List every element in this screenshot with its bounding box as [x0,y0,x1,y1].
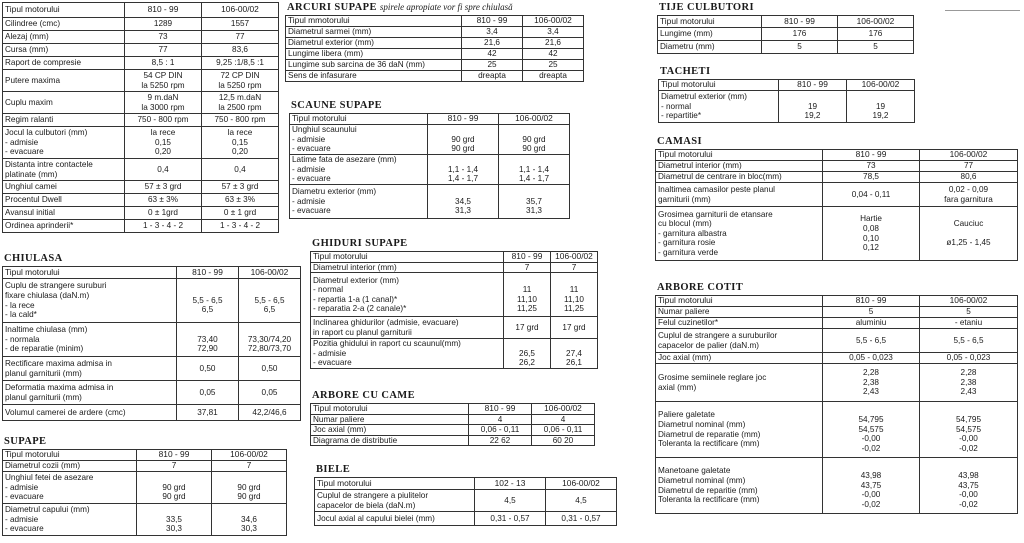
section-title: SUPAPE [4,436,47,447]
section-title: GHIDURI SUPAPE [312,238,408,249]
row-label: Manetoane galetate Diametrul nominal (mm) Diametrul de reparitie (mm) Toleranta la rectificare (mm) [656,458,823,514]
table-row [3,504,287,536]
section-title: TIJE CULBUTORI [659,2,754,13]
row-value: 810 - 99 [137,450,212,461]
row-label: Felul cuzinetilor* [656,318,823,329]
row-value: 17 grd [504,317,551,339]
table-row [311,425,595,436]
row-value: 106-00/02 [546,478,617,490]
section-title [287,2,583,13]
row-label: Tipul motorului [3,3,125,18]
row-value: 106-00/02 [532,404,595,415]
row-label: Diametrul interior (mm) [311,262,504,273]
row-label: Joc axial (mm) [656,353,823,364]
table-header-row [658,16,914,28]
row-value: 0,50 [177,357,239,381]
table-row [656,402,1018,458]
row-value: 3,4 [462,27,523,38]
decorative-line [945,2,1020,11]
table-header-row [286,16,584,27]
table-row [311,339,598,369]
row-label: Paliere galetate Diametrul nominal (mm) Diametrul de reparatie (mm) Toleranta la rectificare (mm) [656,402,823,458]
row-value: 78,5 [823,172,920,183]
row-label: Cuplu maxim [3,92,125,114]
scaune-section [289,100,569,219]
row-value: 0,06 - 0,11 [469,425,532,436]
table-row [656,364,1018,402]
row-value: 63 ± 3% [125,194,202,207]
row-value: 33,5 30,3 [137,504,212,536]
row-value: 0,02 - 0,09 fara garnitura [920,183,1018,207]
table-row [3,57,279,70]
table-row [3,31,279,44]
table-row [656,172,1018,183]
section-title: ARBORE COTIT [657,282,744,293]
row-label: Distanta intre contactele platinate (mm) [3,159,125,181]
supape-section [2,436,286,536]
row-label: Numar paliere [311,414,469,425]
row-value: 106-00/02 [523,16,584,27]
supape-table [2,449,287,536]
table-header-row [311,404,595,415]
table-row [656,307,1018,318]
table-row [3,357,301,381]
row-value: 810 - 99 [504,252,551,263]
row-label: Tipul motorului [3,267,177,279]
ghiduri-section [310,238,597,369]
row-label: Tipul motorului [315,478,475,490]
row-value: 0,4 [125,159,202,181]
table-row [3,279,301,323]
row-value: 90 grd 90 grd [428,125,499,155]
row-label: Putere maxima [3,70,125,92]
table-row [656,458,1018,514]
table-row [656,207,1018,261]
row-value: 0 ± 1grd [125,207,202,220]
row-value: 5,5 - 6,5 6,5 [239,279,301,323]
table-row [3,220,279,233]
row-value: 19 19,2 [779,91,847,123]
row-value: 7 [551,262,598,273]
row-label: Tipul motorului [290,114,428,125]
biele-section [314,464,616,526]
section-title: ARBORE CU CAME [312,390,416,401]
row-label: Cuplul de strangere a suruburilor capacelor de palier (daN.m) [656,329,823,353]
row-value: 25 [523,60,584,71]
row-label: Diametrul interior (mm) [656,161,823,172]
row-label: Grosimea garniturii de etansare cu blocul (mm) - garnitura albastra - garnitura rosie - garnitura verde [656,207,823,261]
row-value: 1 - 3 - 4 - 2 [202,220,279,233]
row-value: 11 11,10 11,25 [551,273,598,317]
table-header-row [656,296,1018,307]
row-label: Inaltimea camasilor peste planul garniturii (mm) [656,183,823,207]
row-label: Diagrama de distributie [311,435,469,446]
row-value: 19 19,2 [847,91,915,123]
row-label: Diametrul capului (mm) - admisie - evacuare [3,504,137,536]
row-value: 22 62 [469,435,532,446]
row-value: 72 CP DIN la 5250 rpm [202,70,279,92]
row-label: Diametrul exterior (mm) - normal - repartia 1-a (1 canal)* - reparatia 2-a (2 canale)* [311,273,504,317]
row-label: Jocul la culbutori (mm) - admisie - evacuare [3,127,125,159]
row-value: 750 - 800 rpm [202,114,279,127]
row-label: Ordinea aprinderii* [3,220,125,233]
table-header-row [290,114,570,125]
row-value: 57 ± 3 grd [125,181,202,194]
row-value: 0,50 [239,357,301,381]
row-label: Tipul motorului [311,252,504,263]
row-value: 0,05 [177,381,239,405]
row-value: 1,1 - 1,4 1,4 - 1,7 [428,155,499,185]
table-row [3,159,279,181]
table-row [3,405,301,421]
arbore-came-table [310,403,595,446]
row-value: 106-00/02 [551,252,598,263]
section-title: CAMASI [657,136,702,147]
row-value: 106-00/02 [239,267,301,279]
row-value: 1557 [202,18,279,31]
table-row [3,18,279,31]
row-value: 810 - 99 [469,404,532,415]
row-value: 42,2/46,6 [239,405,301,421]
table-row [656,161,1018,172]
row-value: 0,04 - 0,11 [823,183,920,207]
tacheti-table [658,79,915,123]
row-label: Volumul camerei de ardere (cmc) [3,405,177,421]
row-label: Unghiul fetei de asezare - admisie - evacuare [3,472,137,504]
row-label: Diametru exterior (mm) - admisie - evacuare [290,185,428,219]
row-value: 0,06 - 0,11 [532,425,595,436]
row-label: Lungime sub sarcina de 36 daN (mm) [286,60,462,71]
table-row [3,44,279,57]
row-label: Unghiul camei [3,181,125,194]
row-label: Cuplu de strangere suruburi fixare chiulasa (daN.m) - la rece - la cald* [3,279,177,323]
row-value: 21,6 [462,38,523,49]
table-header-row [315,478,617,490]
table-header-row [659,80,915,91]
table-header-row [656,150,1018,161]
row-value: 810 - 99 [762,16,838,28]
row-value: 42 [462,49,523,60]
row-value: dreapta [523,71,584,82]
table-row [290,125,570,155]
camasi-table [655,149,1018,261]
section-title: SCAUNE SUPAPE [291,100,383,111]
row-value: 77 [125,44,202,57]
table-row [656,329,1018,353]
table-row [656,318,1018,329]
row-value: 2,28 2,38 2,43 [823,364,920,402]
row-label: Diametru (mm) [658,41,762,54]
row-value: 5 [838,41,914,54]
table-row [3,194,279,207]
row-label: Tipul motorului [311,404,469,415]
row-value: 9,25 :1/8,5 :1 [202,57,279,70]
table-row [3,70,279,92]
table-row [315,490,617,512]
arbore-came-section [310,390,594,446]
row-value: 63 ± 3% [202,194,279,207]
row-value: 3,4 [523,27,584,38]
row-value: 5,5 - 6,5 6,5 [177,279,239,323]
row-value: 43,98 43,75 -0,00 -0,02 [823,458,920,514]
row-value: 27,4 26,1 [551,339,598,369]
row-value: 106-00/02 [920,150,1018,161]
row-value: 5 [762,41,838,54]
biele-table [314,477,617,526]
row-value: 106-00/02 [212,450,287,461]
row-label: Pozitia ghidului in raport cu scaunul(mm) - admisie - evacuare [311,339,504,369]
table-row [656,183,1018,207]
section-title-text: ARCURI SUPAPE [287,2,377,13]
row-value: 810 - 99 [177,267,239,279]
row-value: 810 - 99 [428,114,499,125]
tije-section [657,2,913,54]
row-label: Tipul motorului [658,16,762,28]
table-header-row [3,267,301,279]
row-value: 0 ± 1 grd [202,207,279,220]
row-value: 176 [838,28,914,41]
row-value: 73,40 72,90 [177,323,239,357]
row-value: 12,5 m.daN la 2500 rpm [202,92,279,114]
row-label: Diametrul exterior (mm) - normal - repartitie* [659,91,779,123]
table-row [3,181,279,194]
row-value: dreapta [462,71,523,82]
row-label: Tipul motorului [656,150,823,161]
row-value: 9 m.daN la 3000 rpm [125,92,202,114]
table-row [290,185,570,219]
row-label: Lungime (mm) [658,28,762,41]
cotit-table [655,295,1018,514]
cotit-section [655,282,1017,514]
row-value: 0,31 - 0,57 [546,512,617,526]
row-label: Diametrul cozii (mm) [3,461,137,472]
table-row [3,461,287,472]
row-value: 4 [532,414,595,425]
row-label: Cursa (mm) [3,44,125,57]
row-value: 0,05 [239,381,301,405]
row-value: la rece 0,15 0,20 [125,127,202,159]
row-value: 54,795 54,575 -0,00 -0,02 [823,402,920,458]
row-value: 60 20 [532,435,595,446]
row-value: 810 - 99 [823,296,920,307]
row-value: 80,6 [920,172,1018,183]
row-label: Tipul motorului [659,80,779,91]
row-value: 17 grd [551,317,598,339]
row-value: 42 [523,49,584,60]
table-header-row [3,450,287,461]
table-row [3,207,279,220]
row-value: 11 11,10 11,25 [504,273,551,317]
row-value: 7 [137,461,212,472]
row-value: 0,4 [202,159,279,181]
table-row [311,262,598,273]
row-label: Alezaj (mm) [3,31,125,44]
row-value: - etaniu [920,318,1018,329]
row-value: 54 CP DIN la 5250 rpm [125,70,202,92]
row-value: 7 [504,262,551,273]
row-value: 0,05 - 0,023 [823,353,920,364]
row-label: Cuplul de strangere a piulitelor capacelor de biela (daN.m) [315,490,475,512]
table-row [286,38,584,49]
tacheti-section [658,66,914,123]
section-title: CHIULASA [4,253,63,264]
row-label: Rectificare maxima admisa in planul garniturii (mm) [3,357,177,381]
row-label: Numar paliere [656,307,823,318]
row-label: Tipul motorului [656,296,823,307]
row-label: Unghiul scaunului - admisie - evacuare [290,125,428,155]
row-value: la rece 0,15 0,20 [202,127,279,159]
row-value: 34,6 30,3 [212,504,287,536]
row-value: 106-00/02 [847,80,915,91]
row-label: Lungime libera (mm) [286,49,462,60]
ghiduri-table [310,251,598,369]
table-row [656,353,1018,364]
row-value: 810 - 99 [779,80,847,91]
table-header-row [3,3,279,18]
row-value: 5,5 - 6,5 [823,329,920,353]
row-label: Cilindree (cmc) [3,18,125,31]
table-row [658,28,914,41]
row-value: 83,6 [202,44,279,57]
row-value: 43,98 43,75 -0,00 -0,02 [920,458,1018,514]
row-value: 57 ± 3 grd [202,181,279,194]
row-label: Raport de compresie [3,57,125,70]
row-value: Cauciuc ø1,25 - 1,45 [920,207,1018,261]
table-row [659,91,915,123]
row-value: 21,6 [523,38,584,49]
row-value: 34,5 31,3 [428,185,499,219]
section-subtitle: spirele apropiate vor fi spre chiulasă [379,2,513,12]
row-value: 810 - 99 [125,3,202,18]
row-value: 35,7 31,3 [499,185,570,219]
table-row [3,472,287,504]
row-label: Grosime semiinele reglare joc axial (mm) [656,364,823,402]
row-value: 106-00/02 [499,114,570,125]
row-value: 25 [462,60,523,71]
table-row [286,60,584,71]
row-label: Inclinarea ghidurilor (admisie, evacuare) in raport cu planul garniturii [311,317,504,339]
row-value: 102 - 13 [475,478,546,490]
table-row [311,317,598,339]
table-row [311,273,598,317]
engine-general-table [2,2,279,233]
table-row [3,92,279,114]
table-row [658,41,914,54]
row-value: 5 [823,307,920,318]
chiulasa-table [2,266,301,421]
row-label: Latime fata de asezare (mm) - admisie - evacuare [290,155,428,185]
table-header-row [311,252,598,263]
row-value: 4 [469,414,532,425]
row-value: 106-00/02 [838,16,914,28]
row-value: 73 [823,161,920,172]
row-value: 0,05 - 0,023 [920,353,1018,364]
row-label: Joc axial (mm) [311,425,469,436]
row-value: 73 [125,31,202,44]
row-value: 810 - 99 [823,150,920,161]
row-label: Deformatia maxima admisa in planul garniturii (mm) [3,381,177,405]
row-value: 1,1 - 1,4 1,4 - 1,7 [499,155,570,185]
camasi-section [655,136,1017,261]
arcuri-table [285,15,584,82]
table-row [286,71,584,82]
table-row [290,155,570,185]
row-value: 4,5 [546,490,617,512]
section-title: BIELE [316,464,351,475]
row-value: 5,5 - 6,5 [920,329,1018,353]
row-value: 90 grd 90 grd [137,472,212,504]
table-row [3,127,279,159]
table-row [311,435,595,446]
row-value: 1 - 3 - 4 - 2 [125,220,202,233]
row-value: 37,81 [177,405,239,421]
row-value: 810 - 99 [462,16,523,27]
row-value: 0,31 - 0,57 [475,512,546,526]
table-row [286,27,584,38]
table-row [3,323,301,357]
section-title: TACHETI [660,66,711,77]
row-value: 77 [202,31,279,44]
row-value: 750 - 800 rpm [125,114,202,127]
row-value: 8,5 : 1 [125,57,202,70]
row-value: 5 [920,307,1018,318]
table-row [3,114,279,127]
chiulasa-section [2,253,300,421]
row-value: 176 [762,28,838,41]
table-row [311,414,595,425]
row-value: aluminiu [823,318,920,329]
row-value: Hartie 0,08 0,10 0,12 [823,207,920,261]
row-value: 7 [212,461,287,472]
row-label: Jocul axial al capului bielei (mm) [315,512,475,526]
row-value: 106-00/02 [920,296,1018,307]
row-label: Diametrul de centrare in bloc(mm) [656,172,823,183]
row-label: Avansul initial [3,207,125,220]
row-label: Diametrul sarmei (mm) [286,27,462,38]
row-value: 26,5 26,2 [504,339,551,369]
table-row [286,49,584,60]
row-label: Diametrul exterior (mm) [286,38,462,49]
row-label: Regim ralanti [3,114,125,127]
table-row [3,381,301,405]
tije-table [657,15,914,54]
row-label: Inaltime chiulasa (mm) - normala - de reparatie (minim) [3,323,177,357]
row-value: 2,28 2,38 2,43 [920,364,1018,402]
scaune-table [289,113,570,219]
row-label: Procentul Dwell [3,194,125,207]
row-label: Tipul mmotorului [286,16,462,27]
row-value: 77 [920,161,1018,172]
arcuri-section [285,2,583,82]
table-row [315,512,617,526]
row-label: Sens de infasurare [286,71,462,82]
row-label: Tipul motorului [3,450,137,461]
row-value: 90 grd 90 grd [212,472,287,504]
row-value: 1289 [125,18,202,31]
engine-general-section [2,2,278,233]
row-value: 73,30/74,20 72,80/73,70 [239,323,301,357]
row-value: 106-00/02 [202,3,279,18]
row-value: 54,795 54,575 -0,00 -0,02 [920,402,1018,458]
row-value: 4,5 [475,490,546,512]
row-value: 90 grd 90 grd [499,125,570,155]
